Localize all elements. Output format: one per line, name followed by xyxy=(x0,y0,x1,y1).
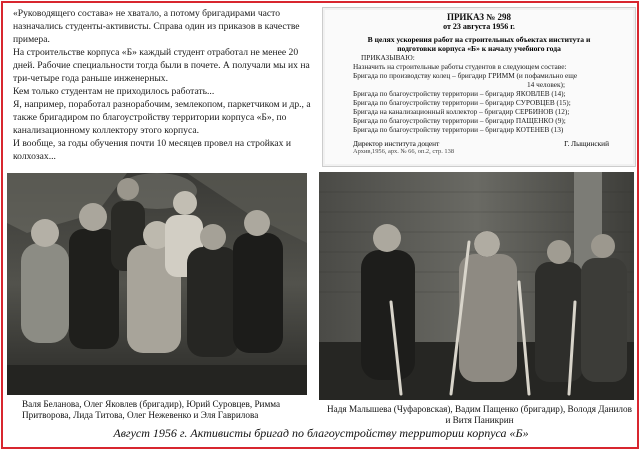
order-director-name: Г. Лыщинский xyxy=(564,139,609,148)
group-photo-left xyxy=(7,173,307,395)
order-line: Бригада по производству колец – бригадир ГРИММ (и пофамильно еще xyxy=(353,71,578,80)
intro-paragraph: Кем только студентам не приходилось работать... xyxy=(13,86,215,97)
order-line: Бригада по благоустройству территории – бригадир ЯКОВЛЕВ (14); xyxy=(353,89,566,98)
order-prikazyvayu: ПРИКАЗЫВАЮ: xyxy=(361,53,415,62)
order-heading: В целях ускорения работ на строительных объектах института и xyxy=(367,35,591,44)
order-title: ПРИКАЗ № 298 xyxy=(446,12,512,22)
intro-paragraph: Я, например, поработал разнорабочим, землекопом, паркетчиком и др., а также бригадиром по благоустройству территории корпуса «Б», по канализационному коллектору этого корпуса. xyxy=(13,99,311,136)
order-heading: подготовки корпуса «Б» к началу учебного года xyxy=(397,44,561,53)
order-line: Бригада на канализационный коллектор – бригадир СЕРБИНОВ (12); xyxy=(353,107,570,116)
intro-text xyxy=(13,7,313,163)
order-line: 14 человек); xyxy=(527,80,565,89)
intro-paragraph: На строительстве корпуса «Б» каждый студент отработал не менее 20 дней. Рабочие специальности тогда были в почете. А получали мы их на три-четыре года раньше инженерных. xyxy=(13,47,310,84)
order-director: Директор института доцент xyxy=(353,139,440,148)
order-document xyxy=(322,7,636,167)
order-line: Бригада по благоустройству территории – бригадир СУРОВЦЕВ (15); xyxy=(353,98,571,107)
order-date: от 23 августа 1956 г. xyxy=(443,22,515,31)
order-line: Бригада по благоустройству территории – бригадир КОТЕНЕВ (13) xyxy=(353,125,564,134)
order-line: Бригада по благоустройству территории – бригадир ПАЩЕНКО (9); xyxy=(353,116,566,125)
intro-paragraph: И вообще, за годы обучения почти 10 месяцев провел на стройках и колхозах... xyxy=(13,138,291,162)
intro-paragraph: «Руководящего состава» не хватало, а потому бригадирами часто назначались студенты-активисты. Справа один из приказов в качестве примера. xyxy=(13,8,300,45)
order-signature xyxy=(323,139,635,148)
right-photo-caption: Надя Малышева (Чуфаровская), Вадим Пащенко (бригадир), Володя Данилов и Витя Паникрин xyxy=(327,404,632,425)
order-archive-ref: Архив,1956, арх. № 66, оп.2, стр. 138 xyxy=(353,148,455,155)
order-line: Назначить на строительные работы студентов в следующем составе: xyxy=(353,62,567,71)
bottom-caption: Август 1956 г. Активисты бригад по благоустройству территории корпуса «Б» xyxy=(113,426,529,440)
left-photo-caption: Валя Беланова, Олег Яковлев (бригадир), Юрий Суровцев, Римма Притворова, Лида Титова, Олег Нежевенко и Эля Гаврилова xyxy=(22,399,281,420)
brigade-photo-right xyxy=(319,172,634,400)
